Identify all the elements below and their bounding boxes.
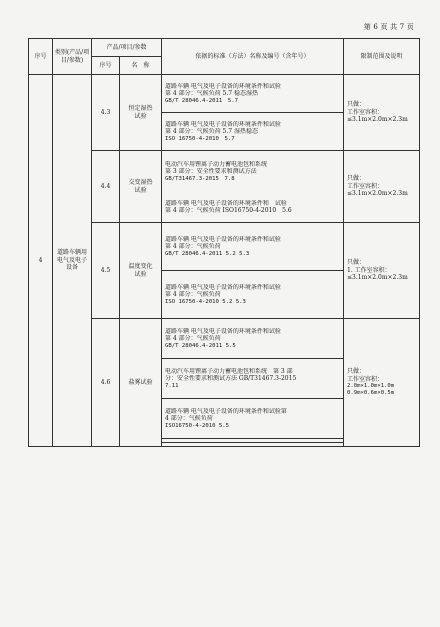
standard-entry	[162, 271, 344, 319]
item-limit	[344, 75, 420, 151]
standard-line: 第 4 部分：气候负荷 ISO16750-4-2010 5.6	[165, 207, 292, 215]
limit-line: 只做：	[347, 175, 366, 183]
header-sub-seq: 序号	[92, 57, 120, 75]
standard-line: 第 4 部分：气候负荷 5.7 稳态湿热	[165, 90, 259, 97]
standard-entry	[162, 399, 344, 439]
page-number: 第 6 页 共 7 页	[363, 23, 414, 31]
header-name: 名 称	[120, 57, 162, 75]
accreditation-scope-table	[28, 38, 420, 447]
standard-code: ISO 16750-4-2010 5.2 5.3	[165, 298, 246, 305]
limit-line: 只做：	[347, 368, 366, 376]
standard-line: 第 4 部分：气候负荷	[165, 243, 221, 250]
standard-line: 道路车辆 电气及电子设备的环境条件和试验	[165, 235, 281, 243]
item-name: 盐雾试验	[120, 319, 162, 447]
header-seq: 序号	[29, 39, 53, 75]
limit-line: 只做：	[347, 101, 366, 109]
standard-entry	[162, 193, 344, 223]
standard-line: 电动汽车用锂离子动力蓄电池包和系统	[165, 160, 268, 168]
standard-line: 电动汽车用锂离子动力蓄电池包和系统 第 3 部	[165, 367, 293, 375]
limit-line: 0.9m×0.6m×0.5m	[347, 390, 395, 396]
item-limit	[344, 223, 420, 319]
standard-code: GB/T31467.3-2015 7.8	[165, 175, 235, 182]
group-category: 道路车辆用电气及电子设备	[53, 75, 92, 447]
item-name: 交变湿热试验	[120, 151, 162, 223]
spacer-cell	[162, 443, 344, 447]
standard-line: 道路车辆 电气及电子设备的环境条件和试验	[165, 283, 281, 291]
limit-line: ≤3.1m×2.0m×2.3m	[347, 190, 408, 198]
item-limit	[344, 151, 420, 223]
standard-code: 7.11	[165, 382, 179, 389]
group-seq: 4	[29, 75, 53, 447]
standard-line: 道路车辆 电气及电子设备的环境条件和 试验	[165, 199, 287, 207]
header-category: 类别(产品/项目/参数)	[53, 39, 92, 75]
item-name: 恒定湿热试验	[120, 75, 162, 151]
item-sub-seq: 4.4	[92, 151, 120, 223]
standard-code: ISO16750-4-2010 5.5	[165, 422, 230, 429]
limit-line: 工作室容积：	[347, 375, 384, 383]
standard-entry	[162, 75, 344, 113]
limit-line: 工作室容积：	[347, 108, 384, 116]
item-name: 温度变化试验	[120, 223, 162, 319]
standard-code: GB/T 28046.4-2011 5.2 5.3	[165, 250, 250, 257]
limit-line: 2.0m×1.0m×1.0m	[347, 383, 395, 390]
standard-line: 道路车辆 电气及电子设备的环境条件和试验	[165, 327, 281, 335]
standard-line: 第 4 部分：气候负荷 5.7 湿热稳态	[165, 128, 259, 135]
item-sub-seq: 4.5	[92, 223, 120, 319]
standard-entry	[162, 319, 344, 359]
standard-entry	[162, 113, 344, 151]
item-limit	[344, 319, 420, 447]
standard-entry	[162, 151, 344, 193]
header-limit: 限制范围及说明	[344, 39, 420, 75]
limit-line: 只做：	[347, 259, 366, 267]
standard-line: 道路车辆 电气及电子设备的环境条件和试验	[165, 120, 281, 128]
limit-line: 1. 工作室容积：	[347, 266, 391, 274]
standard-line: 4 部分：气候负荷	[165, 415, 213, 422]
limit-line: ≤3.1m×2.0m×2.3m	[347, 274, 408, 282]
standard-code: GB/T 28046.4-2011 5.7	[165, 97, 238, 104]
item-sub-seq: 4.3	[92, 75, 120, 151]
standard-line: 道路车辆 电气及电子设备的环境条件和试验	[165, 82, 281, 90]
standard-entry	[162, 223, 344, 271]
limit-line: 工作室容积：	[347, 182, 384, 190]
standard-line: 第 4 部分：气候负荷	[165, 335, 221, 342]
standard-entry	[162, 359, 344, 399]
standard-line: 第 3 部分：安全性要求和测试方法	[165, 168, 257, 176]
standard-line: 道路车辆 电气及电子设备的环境条件和试验第	[165, 407, 287, 415]
header-product-group: 产品/项目/参数	[92, 39, 162, 57]
header-standard: 依据的标准（方法）名称及编号（含年号）	[162, 39, 344, 75]
standard-code: GB/T 28046.4-2011 5.5	[165, 342, 236, 349]
limit-line: ≤3.1m×2.0m×2.3m	[347, 116, 408, 124]
standard-line: 分：安全性要求和测试方法 GB/T31467.3-2015	[165, 375, 297, 382]
standard-code: ISO 16750-4-2010 5.7	[165, 135, 235, 142]
item-sub-seq: 4.6	[92, 319, 120, 447]
standard-line: 第 4 部分：气候负荷	[165, 291, 221, 298]
